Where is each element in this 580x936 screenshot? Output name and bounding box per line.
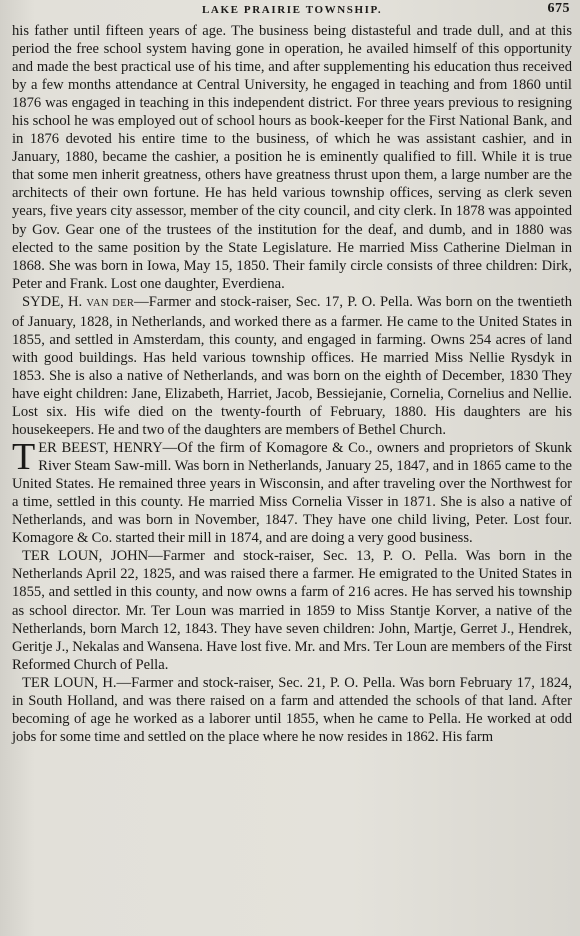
entry-syde-name: SYDE, H. xyxy=(22,293,87,310)
entry-syde-smallcaps: VAN DER xyxy=(86,297,135,309)
paragraph-continued-biography: his father until fifteen years of age. The business being distasteful and trade dull, and at this period the free school system having gone in operation, he availed himself of this opportunity and made the best practical use of his time, and after supplementing his education thus received by a few months attendance at Central University, he engaged in teaching and from 1860 until 1876 was engaged in teaching in this independent district. For three years previous to resigning his school he was employed out of school hours as book-keeper for the First National Bank, and in 1876 devoted his entire time to the business, of which he was assistant cashier, and in January, 1880, became the cashier, a position he is eminently qualified to fill. While it is true that some men inherit greatness, others have greatness thrust upon them, a large number are the architects of their own fortune. He has held various township offices, serving as clerk seven years, five years city assessor, member of the city council, and city clerk. In 1878 was appointed by Gov. Gear one of the trustees of the institution for the deaf, and dumb, and in 1880 was elected to the same position by the State Legislature. He married Miss Catherine Dielman in 1868. She was born in Iowa, May 15, 1850. Their family circle consists of three children: Dirk, Peter and Frank. Lost one daughter, Everdiena. xyxy=(12,23,572,292)
drop-cap-letter: T xyxy=(12,436,36,479)
running-header xyxy=(12,0,572,22)
entry-syde-text: —Farmer and stock-raiser, Sec. 17, P. O. Pella. Was born on the twentieth of January, 1828, in Netherlands, and worked there as a farmer. He came to the United States in 1855, and settled in Amsterdam, this county, and engaged in farming. Owns 254 acres of land with good buildings. Has held various township offices. He married Miss Nellie Rysdyk in 1853. She is also a native of Netherlands, and was born on the eighth of December, 1830 They have eight children: Jane, Elizabeth, Harriet, Jacob, Bessiejanie, Cornelia, Cornelius and Nellie. Lost six. His wife died on the twenty-fourth of February, 1880. His daughters are his housekeepers. He and two of the daughters are members of Bethel Church. xyxy=(12,293,572,439)
entry-ter-beest-text: ER BEEST, HENRY—Of the firm of Komagore & Co., owners and proprietors of Skunk River Steam Saw-mill. Was born in Netherlands, January 25, 1847, and in 1865 came to the United States. He remained three years in Wisconsin, and after traveling over the Northwest for a time, settled in this county. He married Miss Cornelia Visser in 1871. She is also a native of Netherlands, and was born in November, 1847. They have one child living, Peter. Lost four. Komagore & Co. started their mill in 1874, and are doing a very good business. xyxy=(12,440,572,547)
entry-ter-loun-john: TER LOUN, JOHN—Farmer and stock-raiser, Sec. 13, P. O. Pella. Was born in the Netherlands April 22, 1825, and was raised there a farmer. He emigrated to the United States in 1855, and settled in this county, and now owns a farm of 216 acres. He has served his township as school director. Mr. Ter Loun was married in 1859 to Miss Stantje Korver, a native of the Netherlands, born March 12, 1843. They have seven children: John, Martje, Gerret J., Hendrek, Geritje J., Nekalas and Wansena. Have lost five. Mr. and Mrs. Ter Loun are members of the First Reformed Church of Pella. xyxy=(12,548,572,673)
page-number: 675 xyxy=(547,1,570,16)
entry-syde xyxy=(12,293,572,439)
page-body xyxy=(12,22,572,746)
entry-ter-beest xyxy=(12,436,572,547)
running-title: LAKE PRAIRIE TOWNSHIP. xyxy=(202,4,383,16)
entry-ter-loun-h: TER LOUN, H.—Farmer and stock-raiser, Sec. 21, P. O. Pella. Was born February 17, 1824, in South Holland, and was there raised on a farm and attended the schools of that land. After becoming of age he worked as a laborer until 1855, when he came to Pella. He worked at odd jobs for some time and settled on the place where he now resides in 1862. His farm xyxy=(12,674,572,745)
